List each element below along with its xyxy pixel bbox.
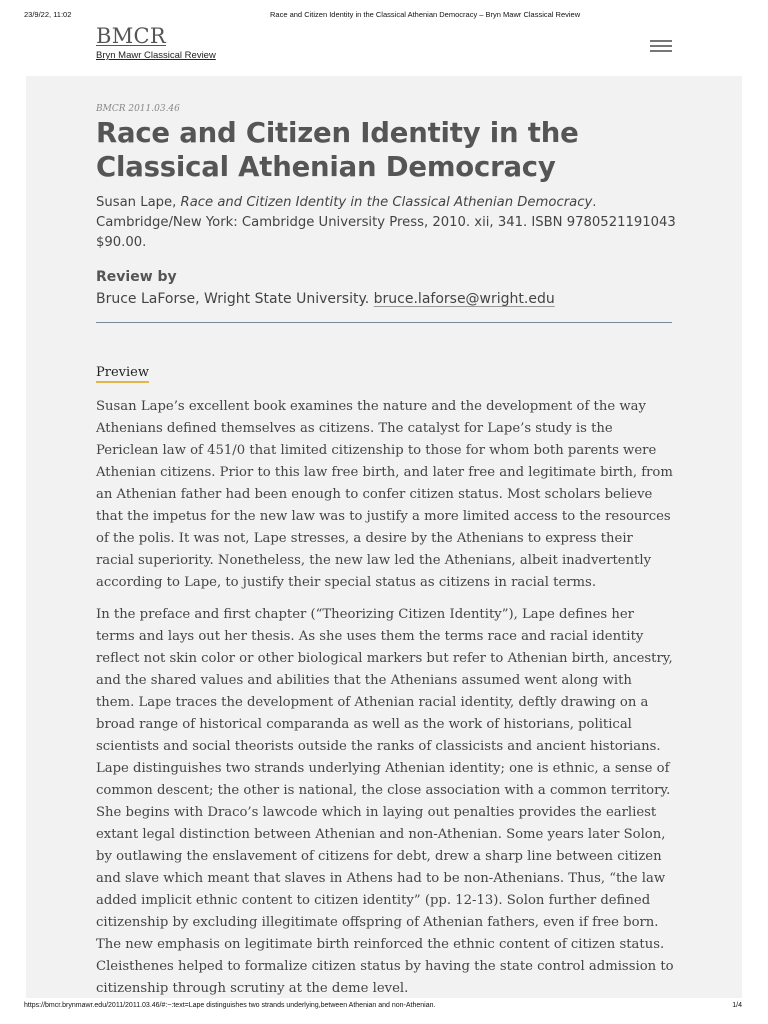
book-details: . Cambridge/New York: Cambridge University Press, 2010. xii, 341. ISBN 9780521191043 $90.00. [96,195,676,250]
print-url: https://bmcr.brynmawr.edu/2011/2011.03.46/#:~:text=Lape distinguishes two strands underlying,between Athenian and non-Athenian. [24,1002,436,1009]
print-timestamp: 23/9/22, 11:02 [24,10,72,19]
print-header [0,10,768,22]
print-page-number: 1/4 [732,1002,742,1009]
reviewer-name: Bruce LaForse, Wright State University. [96,291,374,307]
reviewer-email-link[interactable]: bruce.laforse@wright.edu [373,291,555,307]
print-document-title: Race and Citizen Identity in the Classical Athenian Democracy – Bryn Mawr Classical Review [270,10,581,19]
review-paragraph-2: In the preface and first chapter (“Theorizing Citizen Identity”), Lape defines her terms and lays out her thesis. As she uses them the terms race and racial identity reflect not skin color or other biological markers but refer to Athenian birth, ancestry, and the shared values and abilities that the Athenians assumed went along with them. Lape traces the development of Athenian racial identity, deftly drawing on a broad range of historical comparanda as well as the work of historians, political scientists and social theorists outside the ranks of classicists and ancient historians. Lape distinguishes two strands underlying Athenian identity; one is ethnic, a sense of common descent; the other is national, the close association with a common territory. She begins with Draco’s lawcode which in laying out penalties provides the earliest extant legal distinction between Athenian and non-Athenian. Some years later Solon, by outlawing the enslavement of citizens for debt, drew a sharp line between citizen and slave which meant that slaves in Athens had to be non-Athenians. Thus, “the law added implicit ethnic content to citizen identity” (pp. 12-13). Solon further defined citizenship by excluding illegitimate offspring of Athenian fathers, even if free born. The new emphasis on legitimate birth reinforced the ethnic content of citizen status. Cleisthenes helped to formalize citizen status by having the state control admission to citizenship through scrutiny at the deme level. [96,607,674,996]
header-divider [96,322,672,323]
hamburger-menu-icon[interactable] [650,40,672,54]
site-logo[interactable]: BMCR [96,24,167,48]
reviewer-info [96,291,555,307]
review-paragraph-1: Susan Lape’s excellent book examines the nature and the development of the way Athenians defined themselves as citizens. The catalyst for Lape’s study is the Periclean law of 451/0 that limited citizenship to those for whom both parents were Athenian citizens. Prior to this law free birth, and later free and legitimate birth, from an Athenian father had been enough to confer citizen status. Most scholars believe that the impetus for the new law was to justify a more limited access to the resources of the polis. It was not, Lape stresses, a desire by the Athenians to express their racial superiority. Nonetheless, the new law led the Athenians, albeit inadvertently according to Lape, to justify their special status as citizens in racial terms. [96,399,673,590]
bmcr-citation: BMCR 2011.03.46 [96,104,180,114]
book-title: Race and Citizen Identity in the Classical Athenian Democracy [180,195,593,210]
review-by-label: Review by [96,269,177,285]
print-footer [0,1002,768,1014]
site-header [96,24,676,70]
site-name-link[interactable]: Bryn Mawr Classical Review [96,50,216,61]
article-title: Race and Citizen Identity in the Classical Athenian Democracy [96,117,579,183]
review-body [96,396,674,1010]
book-info [96,193,676,253]
book-author: Susan Lape, [96,195,181,210]
preview-link[interactable]: Preview [96,365,149,383]
